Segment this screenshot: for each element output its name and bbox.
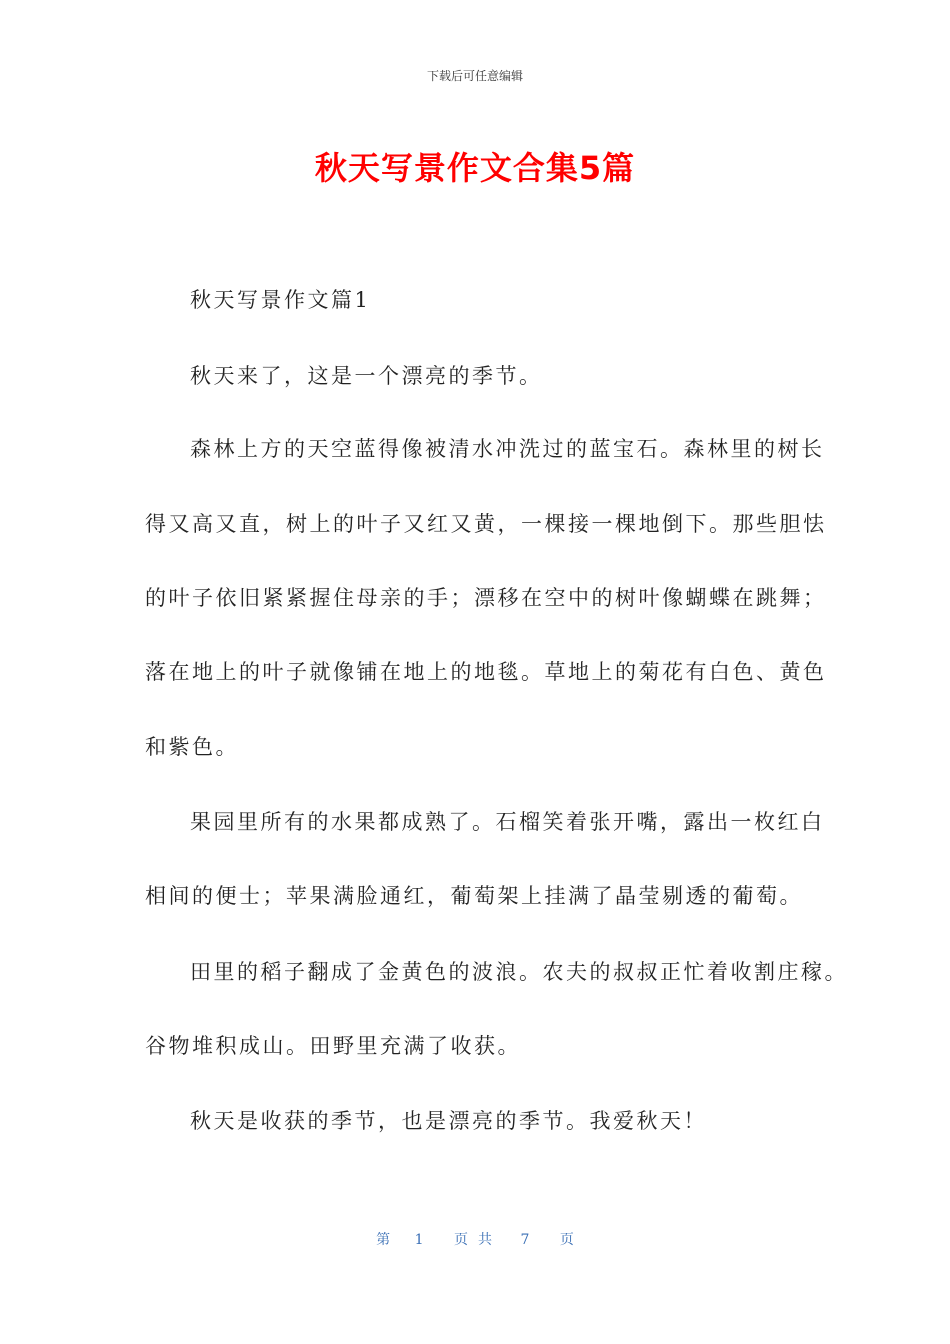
paragraph-line: 和紫色。 xyxy=(145,735,239,759)
paragraph-line: 森林上方的天空蓝得像被清水冲洗过的蓝宝石。森林里的树长 xyxy=(190,437,825,461)
paragraph-line: 果园里所有的水果都成熟了。石榴笑着张开嘴，露出一枚红白 xyxy=(190,810,825,834)
paragraph-line: 秋天来了，这是一个漂亮的季节。 xyxy=(190,364,543,388)
section-heading: 秋天写景作文篇1 xyxy=(190,288,371,312)
page-footer xyxy=(0,1229,950,1249)
footer-total-pages: 7 xyxy=(520,1232,530,1248)
document-title: 秋天写景作文合集5篇 xyxy=(314,149,636,187)
paragraph-line: 田里的稻子翻成了金黄色的波浪。农夫的叔叔正忙着收割庄稼。 xyxy=(190,960,848,984)
paragraph-line: 秋天是收获的季节，也是漂亮的季节。我爱秋天！ xyxy=(190,1109,707,1133)
footer-ye: 页 xyxy=(559,1232,574,1248)
footer-ye-gong: 页共 xyxy=(454,1232,502,1248)
paragraph-line: 相间的便士；苹果满脸通红，葡萄架上挂满了晶莹剔透的葡萄。 xyxy=(145,884,803,908)
paragraph-line: 得又高又直，树上的叶子又红又黄，一棵接一棵地倒下。那些胆怯 xyxy=(145,512,827,536)
footer-di: 第 xyxy=(376,1232,391,1248)
paragraph-line: 的叶子依旧紧紧握住母亲的手；漂移在空中的树叶像蝴蝶在跳舞； xyxy=(145,586,827,610)
paragraph-line: 落在地上的叶子就像铺在地上的地毯。草地上的菊花有白色、黄色 xyxy=(145,660,827,684)
paragraph-line: 谷物堆积成山。田野里充满了收获。 xyxy=(145,1034,521,1058)
header-note: 下载后可任意编辑 xyxy=(426,69,523,83)
footer-page-number: 1 xyxy=(414,1232,424,1248)
